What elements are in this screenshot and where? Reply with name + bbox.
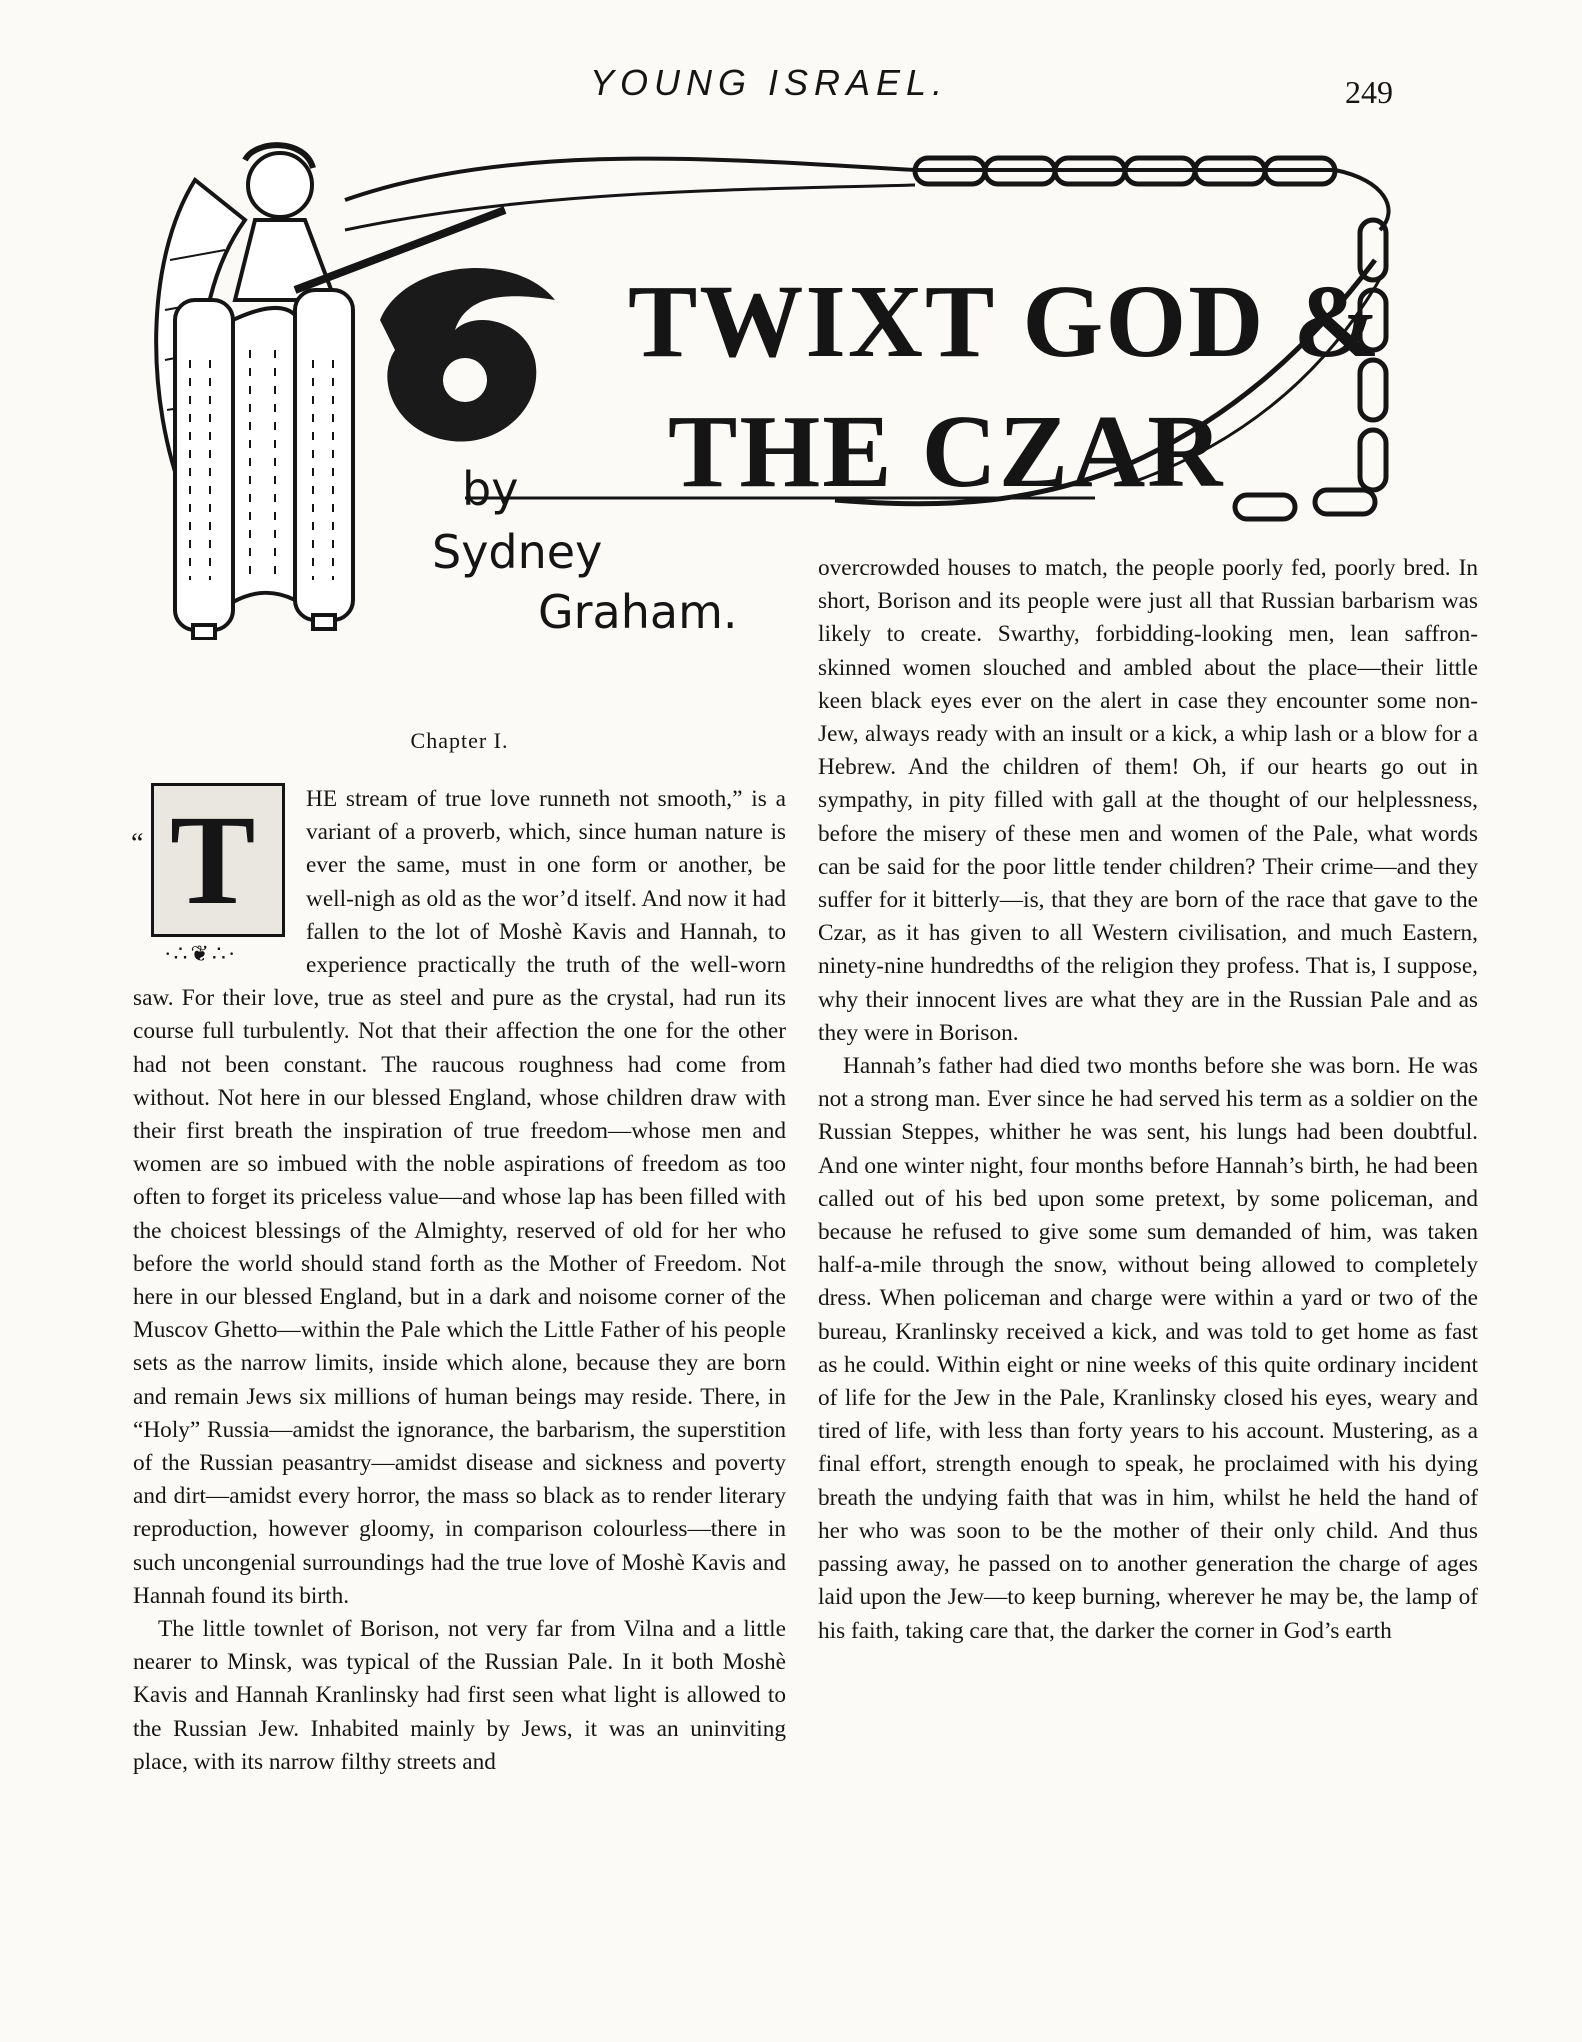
torah-scroll-icon [175,290,353,639]
title-initial-ornament [380,268,555,442]
page-number: 249 [1345,74,1393,110]
left-column [133,726,786,1779]
article-title-line2: THE CZAR [668,394,1225,509]
opening-quote: “ [131,828,144,859]
flourish-icon: ∙∴❦∴∙ [165,941,238,966]
paragraph: HE stream of true love runneth not smooth,” is a variant of a proverb, which, since human nature is ever the same, must in one form or another, be well-nigh as old as the wor’d itself. And now it had fallen to the lot of Moshè Kavis and Hannah, to experience practically the truth of the well-worn saw. For their love, true as steel and pure as the crystal, had run its course full turbulently. Not that their affection the one for the other had not been constant. The raucous roughness had come from without. Not here in our blessed England, whose children draw with their first breath the inspiration of true freedom—whose men and women are so imbued with the noble aspirations of freedom as too often to forget its priceless value—and whose lap has been filled with the choicest blessings of the Almighty, reserved of old for her who before the world should stand forth as the Mother of Freedom. Not here in our blessed England, but in a dark and noisome corner of the Muscov Ghetto—within the Pale which the Little Father of his people sets as the narrow limits, inside which alone, because they are born and remain Jews six millions of human beings may reside. There, in “Holy” Russia—amidst the ignorance, the barbarism, the superstition of the Russian peasantry—amidst disease and sickness and poverty and dirt—amidst every horror, the mass so black as to render literary reproduction, however gloomy, in comparison colourless—there in such uncongenial surroundings had the true love of Moshè Kavis and Hannah found its birth. [133,786,786,1609]
author-first-name: Sydney [432,525,603,579]
chapter-heading: Chapter I. [410,728,509,753]
drop-cap-letter: T [170,789,256,931]
running-head: YOUNG ISRAEL. [590,62,949,103]
drop-cap [131,783,296,966]
paragraph: The little townlet of Borison, not very far from Vilna and a little nearer to Minsk, was typical of the Russian Pale. In it both Moshè Kavis and Hannah Kranlinsky had first seen what light is allowed to the Russian Jew. Inhabited mainly by Jews, it was an uninviting place, with its narrow filthy streets and [133,1616,786,1775]
author-last-name: Graham. [538,585,738,639]
right-column [818,552,1478,1648]
byline-by: by [462,462,519,516]
paragraph: Hannah’s father had died two months before she was born. He was not a strong man. Ever since he had served his term as a soldier on the Russian Steppes, whither he was sent, his lungs had been doubtful. And one winter night, four months before Hannah’s birth, he had been called out of his bed upon some pretext, by some policeman, and because he refused to give some sum demanded of him, was taken half-a-mile through the snow, without being allowed to completely dress. When policeman and charge were within a yard or two of the bureau, Kranlinsky received a kick, and was told to get home as fast as he could. Within eight or nine weeks of this quite ordinary incident of life for the Jew in the Pale, Kranlinsky closed his eyes, weary and tired of life, with less than forty years to his account. Mustering, as a final effort, strength enough to speak, he proclaimed with his dying breath the undying faith that was in him, whilst he held the hand of her who was soon to be the mother of their only child. And thus passing away, he passed on to another generation the charge of ages laid upon the Jew—to keep burning, wherever he may be, the lamp of his faith, taking care that, the darker the corner in God’s earth [818,1053,1478,1644]
drop-cap-frame [151,783,285,937]
article-title-line1: TWIXT GOD & [628,264,1382,379]
paragraph: overcrowded houses to match, the people poorly fed, poorly bred. In short, Borison and its people were just all that Russian barbarism was likely to create. Swarthy, forbidding-looking men, lean saffron-skinned women slouched and ambled about the place—their little keen black eyes ever on the alert in case they encounter some non-Jew, always ready with an insult or a kick, a whip lash or a blow for a Hebrew. And the children of them! Oh, if our hearts go out in sympathy, in pity filled with gall at the thought of our helplessness, before the misery of these men and women of the Pale, what words can be said for the poor little tender children? Their crime—and they suffer for it bitterly—is, that they are born of the race that gave to the Czar, as it has given to all Western civilisation, and much Eastern, ninety-nine hundredths of the religion they profess. That is, I suppose, why their innocent lives are what they are in the Russian Pale and as they were in Borison. [818,555,1478,1046]
